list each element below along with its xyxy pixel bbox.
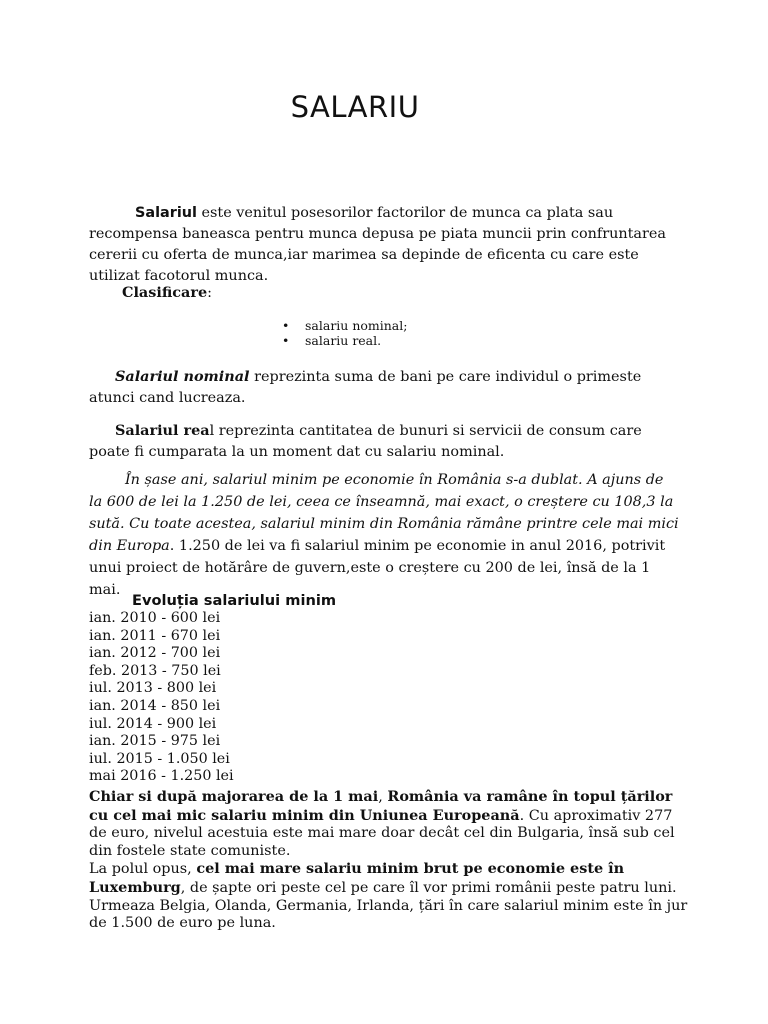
real-term: Salariul rea (115, 422, 210, 439)
intro-term: Salariul (135, 205, 197, 221)
nominal-paragraph (89, 366, 679, 409)
list-item: iul. 2013 - 800 lei (89, 680, 217, 697)
stats-normal: . 1.250 de lei va fi salariul minim pe economie in anul 2016, potrivit unui proiect de hotărâre de guvern,este o creștere cu 200 de lei, însă de la 1 mai. (89, 538, 666, 598)
closing-text-2a: La polul opus, (89, 861, 197, 878)
classification-heading (122, 284, 212, 301)
list-item: • salariu nominal; (282, 318, 407, 333)
closing-text-1: . Cu aproximativ 277 de euro, nivelul acestuia este mai mare doar decât cel din Bulgaria, însă sub cel din fostele state comuniste. (89, 807, 675, 859)
list-item: ian. 2010 - 600 lei (89, 610, 221, 626)
intro-paragraph (89, 203, 679, 287)
document-title: SALARIU (290, 90, 420, 124)
list-item: mai 2016 - 1.250 lei (89, 768, 234, 785)
list-item: ian. 2011 - 670 lei (89, 627, 221, 644)
list-item: ian. 2015 - 975 lei (89, 733, 221, 750)
closing-bold-c: cel mai mare salariu minim brut pe economie este în Luxemburg (89, 860, 625, 896)
list-item: iul. 2015 - 1.050 lei (89, 750, 230, 767)
evolution-list (89, 610, 234, 786)
closing-bold-a: Chiar si după majorarea de la 1 mai (89, 788, 379, 805)
nominal-text: reprezinta suma de bani pe care individul o primeste atunci cand lucreaza. (89, 369, 642, 406)
list-item: ian. 2014 - 850 lei (89, 697, 221, 714)
real-text: l reprezinta cantitatea de bunuri si servicii de consum care poate fi cumparata la un moment dat cu salariu nominal. (89, 423, 642, 460)
closing-paragraph-1 (89, 788, 689, 860)
real-paragraph (89, 420, 679, 463)
list-item: ian. 2012 - 700 lei (89, 645, 221, 662)
closing-text-2b: , de șapte ori peste cel pe care îl vor primi românii peste patru luni. Urmeaza Belgia, Olanda, Germania, Irlanda, țări în care salariul minim este în jur de 1.500 de euro pe luna. (89, 879, 688, 932)
stats-paragraph (89, 469, 679, 601)
closing-paragraph-2 (89, 860, 689, 932)
classification-list (282, 318, 407, 348)
list-item: • salariu real. (282, 333, 407, 348)
classification-label: Clasificare (122, 284, 208, 301)
stats-italic: În șase ani, salariul minim pe economie în România s-a dublat. A ajuns de la 600 de lei la 1.250 de lei, ceea ce înseamnă, mai exact, o creștere cu 108,3 la sută. Cu toate acestea, salariul minim din România rămâne printre cele mai mici din Europa (89, 472, 679, 554)
classification-colon: : (207, 285, 212, 301)
evolution-heading: Evoluția salariului minim (132, 592, 337, 609)
list-item: iul. 2014 - 900 lei (89, 715, 217, 732)
intro-text: este venitul posesorilor factorilor de munca ca plata sau recompensa baneasca pentru munca depusa pe piata muncii prin confruntarea cererii cu oferta de munca,iar marimea sa depinde de eficenta cu care este utilizat facotorul munca. (89, 205, 666, 284)
nominal-term: Salariul nominal (115, 368, 250, 385)
closing-bold-b: România va ramâne în topul țărilor cu cel mai mic salariu minim din Uniunea Europeană (89, 788, 673, 824)
closing-sep: , (378, 789, 388, 805)
list-item: feb. 2013 - 750 lei (89, 662, 221, 679)
closing-paragraphs (89, 788, 689, 933)
